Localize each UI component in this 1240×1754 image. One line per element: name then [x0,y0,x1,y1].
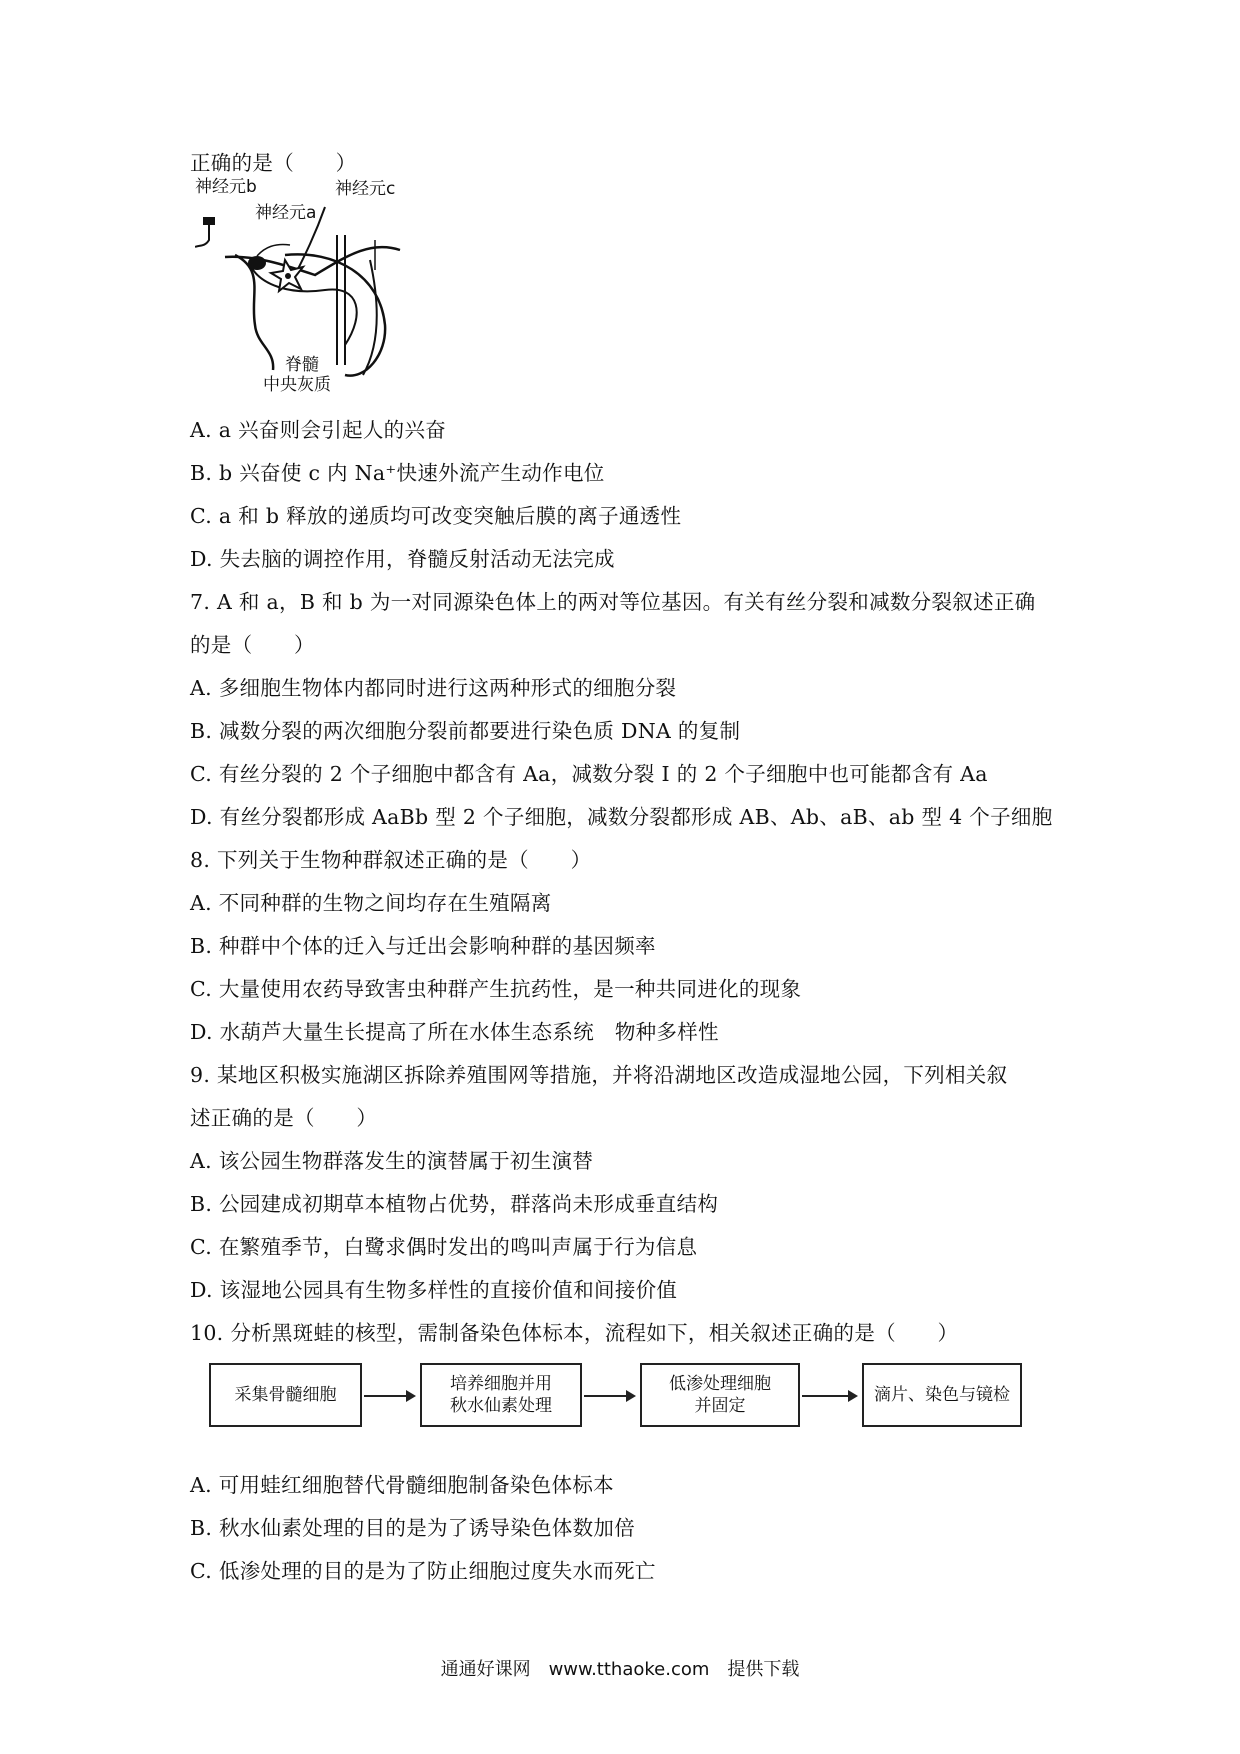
flow-arrow-1 [364,1395,414,1397]
q7-option-c: C. 有丝分裂的 2 个子细胞中都含有 Aa，减数分裂 I 的 2 个子细胞中也可能都含有 Aa [190,762,988,786]
q8-option-a: A. 不同种群的生物之间均存在生殖隔离 [190,891,552,915]
flow-step-3: 低渗处理细胞 并固定 [640,1363,800,1427]
flow-step-4: 滴片、染色与镜检 [862,1363,1022,1427]
q6-option-a: A. a 兴奋则会引起人的兴奋 [190,418,447,442]
q9-stem-line2: 述正确的是（ ） [190,1106,378,1130]
q6-stem-tail: 正确的是（ ） [190,151,357,175]
q8-option-d: D. 水葫芦大量生长提高了所在水体生态系统 物种多样性 [190,1020,719,1044]
label-neuron-b: 神经元b [195,177,257,197]
flow-step-2: 培养细胞并用 秋水仙素处理 [420,1363,582,1427]
flow-arrow-2 [584,1395,634,1397]
label-central-grey: 中央灰质 [263,375,331,395]
q7-stem-line1: 7. A 和 a，B 和 b 为一对同源染色体上的两对等位基因。有关有丝分裂和减数分裂叙述正确 [190,590,1036,614]
flow-step-1: 采集骨髓细胞 [209,1363,362,1427]
q7-option-d: D. 有丝分裂都形成 AaBb 型 2 个子细胞，减数分裂都形成 AB、Ab、aB、ab 型 4 个子细胞 [190,805,1053,829]
q10-option-a: A. 可用蛙红细胞替代骨髓细胞制备染色体标本 [190,1473,614,1497]
q6-option-d: D. 失去脑的调控作用，脊髓反射活动无法完成 [190,547,615,571]
q7-stem-line2: 的是（ ） [190,633,315,657]
footer-source: 通通好课网 www.tthaoke.com 提供下载 [440,1659,800,1680]
q9-option-a: A. 该公园生物群落发生的演替属于初生演替 [190,1149,594,1173]
label-neuron-c: 神经元c [335,179,396,199]
q8-option-b: B. 种群中个体的迁入与迁出会影响种群的基因频率 [190,934,656,958]
q7-option-a: A. 多细胞生物体内都同时进行这两种形式的细胞分裂 [190,676,677,700]
q9-option-b: B. 公园建成初期草本植物占优势，群落尚未形成垂直结构 [190,1192,719,1216]
q8-option-c: C. 大量使用农药导致害虫种群产生抗药性，是一种共同进化的现象 [190,977,802,1001]
q10-option-b: B. 秋水仙素处理的目的是为了诱导染色体数加倍 [190,1516,635,1540]
q6-option-c: C. a 和 b 释放的递质均可改变突触后膜的离子通透性 [190,504,682,528]
flow-arrow-3 [802,1395,856,1397]
q8-stem: 8. 下列关于生物种群叙述正确的是（ ） [190,848,592,872]
q9-stem-line1: 9. 某地区积极实施湖区拆除养殖围网等措施，并将沿湖地区改造成湿地公园，下列相关叙 [190,1063,1008,1087]
label-spinal-cord: 脊髓 [285,355,319,375]
q10-option-c: C. 低渗处理的目的是为了防止细胞过度失水而死亡 [190,1559,656,1583]
q7-option-b: B. 减数分裂的两次细胞分裂前都要进行染色质 DNA 的复制 [190,719,741,743]
q9-option-c: C. 在繁殖季节，白鹭求偶时发出的鸣叫声属于行为信息 [190,1235,698,1259]
q10-stem: 10. 分析黑斑蛙的核型，需制备染色体标本，流程如下，相关叙述正确的是（ ） [190,1321,959,1345]
q6-option-b: B. b 兴奋使 c 内 Na⁺快速外流产生动作电位 [190,461,605,485]
q9-option-d: D. 该湿地公园具有生物多样性的直接价值和间接价值 [190,1278,678,1302]
label-neuron-a: 神经元a [255,203,317,223]
neuron-figure [195,177,435,400]
